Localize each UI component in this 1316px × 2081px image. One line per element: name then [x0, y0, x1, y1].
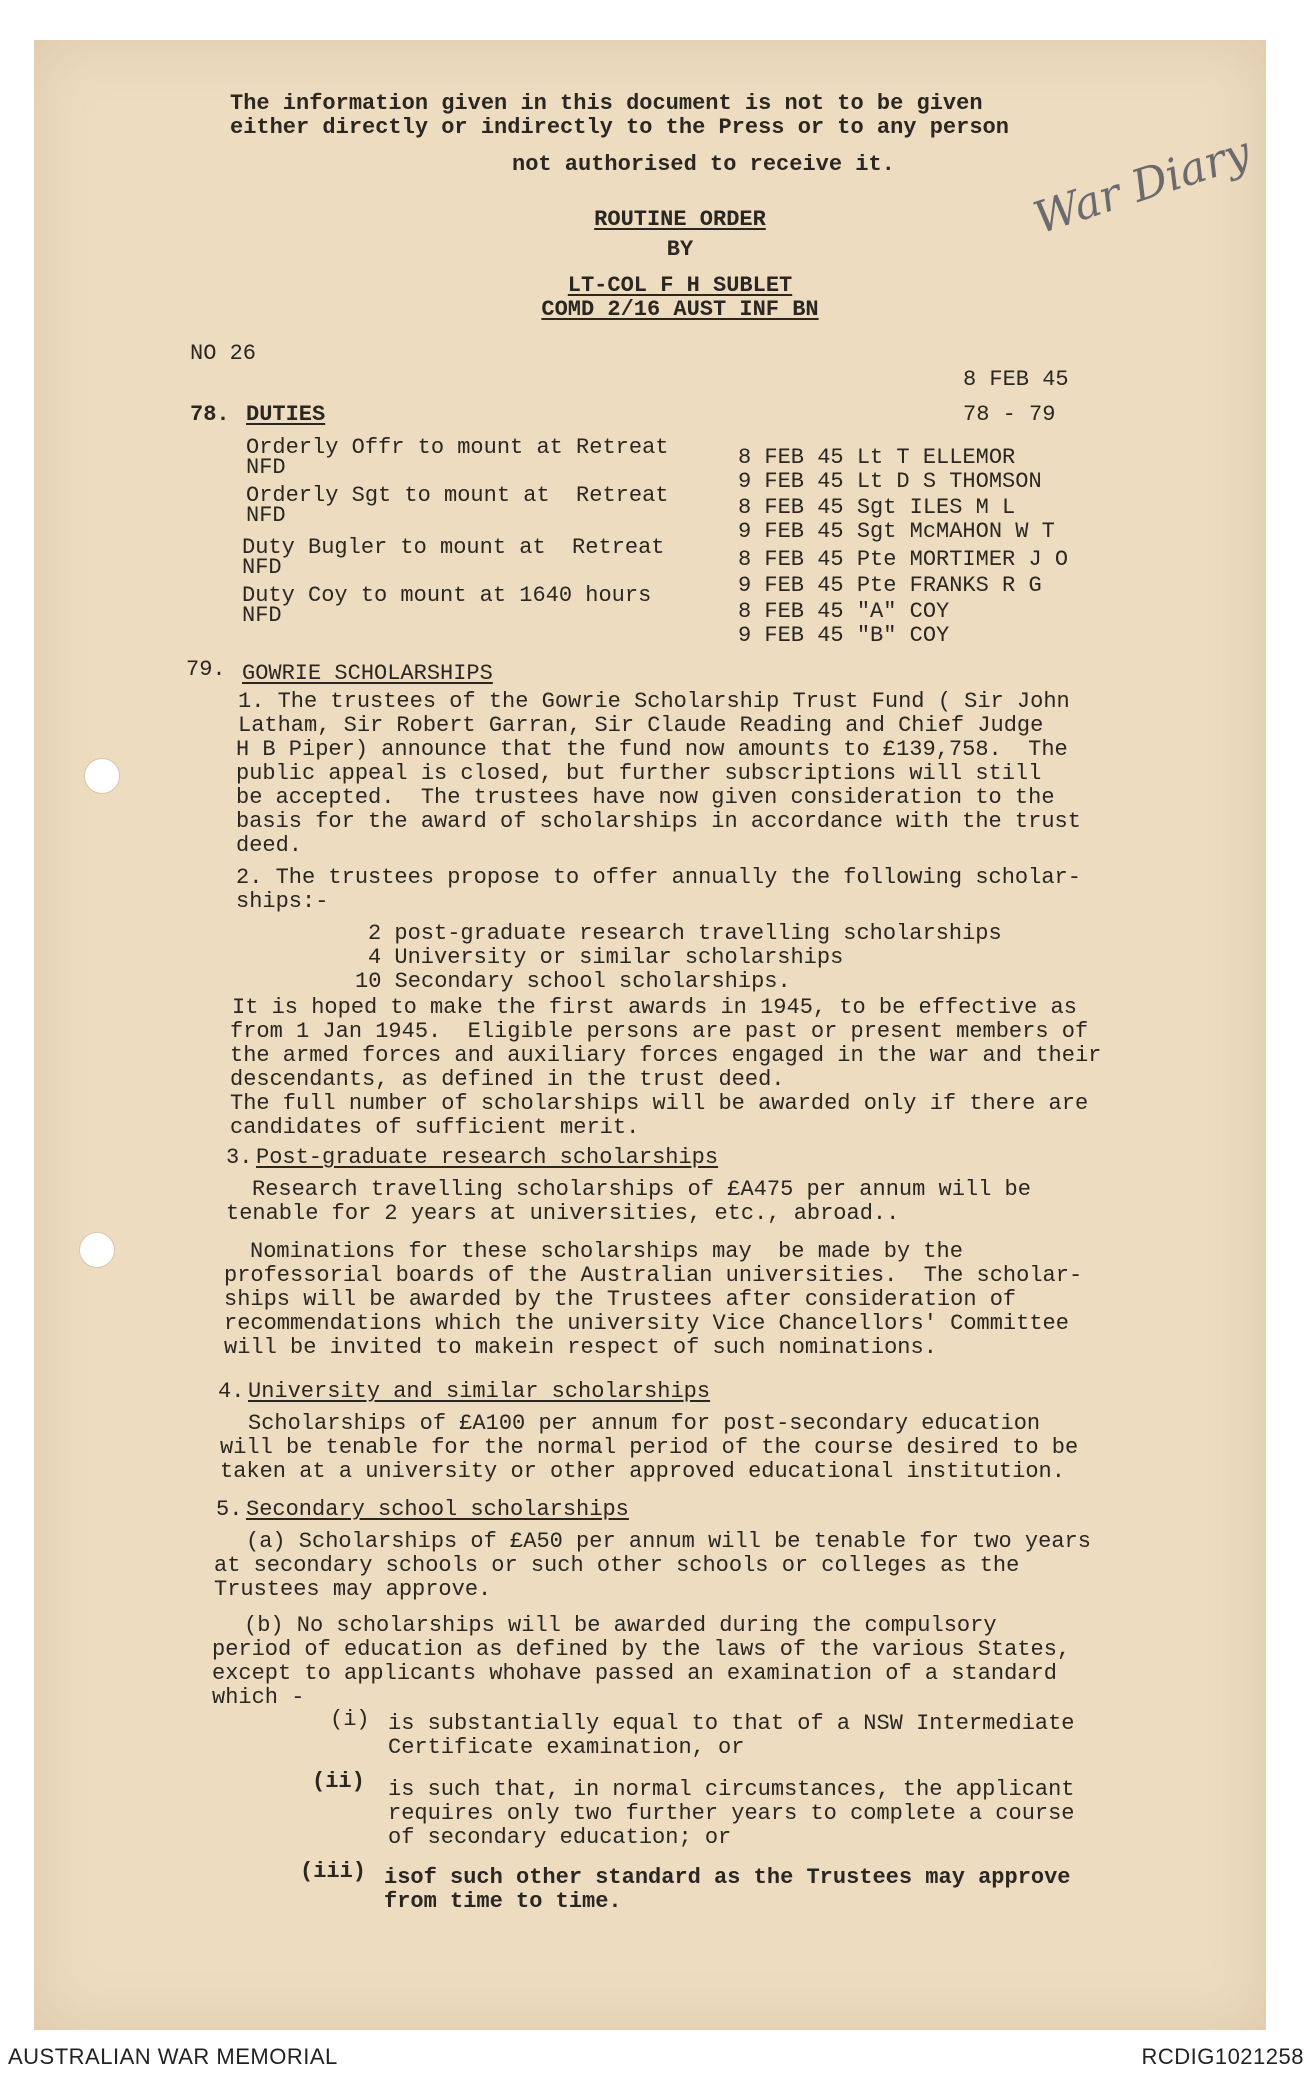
duty-nfd: NFD: [246, 455, 286, 480]
duty-description: Duty Bugler to mount at Retreat: [242, 535, 665, 560]
duty-entry: 9 FEB 45 Sgt McMAHON W T: [738, 519, 1055, 544]
paragraph-line: tenable for 2 years at universities, etc., abroad..: [226, 1201, 900, 1226]
condition-number: (iii): [300, 1859, 367, 1884]
condition-line: requires only two further years to complete a course: [388, 1801, 1075, 1826]
paragraph-line: taken at a university or other approved educational institution.: [220, 1459, 1065, 1484]
duty-entry: 8 FEB 45 Sgt ILES M L: [738, 495, 1016, 520]
order-date: 8 FEB 45: [963, 367, 1069, 392]
list-item: 10 Secondary school scholarships.: [355, 969, 791, 994]
punch-hole: [84, 758, 120, 794]
paragraph-line: at secondary schools or such other schools or colleges as the: [214, 1553, 1020, 1578]
footer-reference: RCDIG1021258: [1141, 2044, 1304, 2069]
condition-line: Certificate examination, or: [388, 1735, 745, 1760]
paragraph-line: (b) No scholarships will be awarded during the compulsory: [244, 1613, 997, 1638]
warning-line: either directly or indirectly to the Press or to any person: [230, 115, 1009, 140]
duty-entry: 8 FEB 45 Lt T ELLEMOR: [738, 445, 1016, 470]
condition-line: is such that, in normal circumstances, the applicant: [388, 1777, 1075, 1802]
duty-description: Duty Coy to mount at 1640 hours: [242, 583, 652, 608]
title-routine-order: ROUTINE ORDER: [594, 207, 766, 232]
warning-line: The information given in this document is not to be given: [230, 91, 983, 116]
paragraph-line: which -: [212, 1685, 305, 1710]
condition-number: (ii): [312, 1769, 365, 1794]
paragraph-line: Scholarships of £A100 per annum for post-secondary education: [248, 1411, 1041, 1436]
condition-line: from time to time.: [384, 1889, 622, 1914]
title-commander: LT-COL F H SUBLET: [567, 273, 793, 298]
subsection-heading: Post-graduate research scholarships: [256, 1145, 719, 1170]
subsection-number: 5.: [216, 1497, 243, 1522]
paragraph-line: (a) Scholarships of £A50 per annum will be tenable for two years: [246, 1529, 1091, 1554]
punch-hole: [79, 1232, 115, 1268]
paragraph-line: basis for the award of scholarships in accordance with the trust: [236, 809, 1081, 834]
paragraph-line: 1. The trustees of the Gowrie Scholarship Trust Fund ( Sir John: [238, 689, 1070, 714]
paragraph-line: Nominations for these scholarships may be made by the: [250, 1239, 963, 1264]
duty-entry: 9 FEB 45 Pte FRANKS R G: [738, 573, 1042, 598]
subsection-heading: University and similar scholarships: [248, 1379, 711, 1404]
paragraph-line: deed.: [236, 833, 303, 858]
duty-entry: 8 FEB 45 "A" COY: [738, 599, 950, 624]
condition-line: is substantially equal to that of a NSW Intermediate: [388, 1711, 1075, 1736]
subsection-heading: Secondary school scholarships: [246, 1497, 629, 1522]
handwritten-annotation: War Diary: [1027, 126, 1257, 245]
paragraph-line: from 1 Jan 1945. Eligible persons are past or present members of: [230, 1019, 1089, 1044]
condition-line: isof such other standard as the Trustees may approve: [384, 1865, 1071, 1890]
subsection-number: 3.: [226, 1145, 253, 1170]
paragraph-line: be accepted. The trustees have now given consideration to the: [236, 785, 1055, 810]
item-number: 79.: [186, 657, 226, 682]
paragraph-line: ships will be awarded by the Trustees after consideration of: [224, 1287, 1017, 1312]
order-number: NO 26: [190, 341, 257, 366]
order-range: 78 - 79: [963, 402, 1056, 427]
duty-entry: 9 FEB 45 "B" COY: [738, 623, 950, 648]
duty-nfd: NFD: [242, 603, 282, 628]
footer-source: AUSTRALIAN WAR MEMORIAL: [8, 2044, 338, 2069]
paragraph-line: descendants, as defined in the trust deed.: [230, 1067, 785, 1092]
duty-entry: 9 FEB 45 Lt D S THOMSON: [738, 469, 1042, 494]
paragraph-line: Trustees may approve.: [214, 1577, 492, 1602]
duty-nfd: NFD: [242, 555, 282, 580]
condition-number: (i): [330, 1707, 370, 1732]
paragraph-line: The full number of scholarships will be awarded only if there are: [230, 1091, 1089, 1116]
duty-description: Orderly Offr to mount at Retreat: [246, 435, 669, 460]
paragraph-line: will be invited to makein respect of such nominations.: [224, 1335, 937, 1360]
paragraph-line: except to applicants whohave passed an examination of a standard: [212, 1661, 1057, 1686]
duty-description: Orderly Sgt to mount at Retreat: [246, 483, 669, 508]
section-heading: DUTIES: [246, 402, 326, 427]
subsection-number: 4.: [218, 1379, 245, 1404]
warning-line: not authorised to receive it.: [512, 152, 895, 177]
duty-nfd: NFD: [246, 503, 286, 528]
paragraph-line: ships:-: [236, 889, 329, 914]
paragraph-line: recommendations which the university Vice Chancellors' Committee: [224, 1311, 1069, 1336]
section-heading: GOWRIE SCHOLARSHIPS: [242, 661, 493, 686]
condition-line: of secondary education; or: [388, 1825, 732, 1850]
paragraph-line: professorial boards of the Australian universities. The scholar-: [224, 1263, 1083, 1288]
duty-entry: 8 FEB 45 Pte MORTIMER J O: [738, 547, 1069, 572]
paragraph-line: will be tenable for the normal period of the course desired to be: [220, 1435, 1079, 1460]
title-by: BY: [666, 237, 694, 262]
paragraph-line: candidates of sufficient merit.: [230, 1115, 640, 1140]
title-unit: COMD 2/16 AUST INF BN: [541, 297, 819, 322]
paragraph-line: It is hoped to make the first awards in 1945, to be effective as: [232, 995, 1077, 1020]
paragraph-line: H B Piper) announce that the fund now amounts to £139,758. The: [236, 737, 1068, 762]
paragraph-line: 2. The trustees propose to offer annually the following scholar-: [236, 865, 1081, 890]
list-item: 4 University or similar scholarships: [368, 945, 844, 970]
paragraph-line: the armed forces and auxiliary forces engaged in the war and their: [230, 1043, 1102, 1068]
list-item: 2 post-graduate research travelling scholarships: [368, 921, 1002, 946]
paragraph-line: public appeal is closed, but further subscriptions will still: [236, 761, 1042, 786]
item-number: 78.: [190, 402, 230, 427]
paragraph-line: Research travelling scholarships of £A475 per annum will be: [252, 1177, 1031, 1202]
paragraph-line: period of education as defined by the laws of the various States,: [212, 1637, 1071, 1662]
paragraph-line: Latham, Sir Robert Garran, Sir Claude Reading and Chief Judge: [238, 713, 1044, 738]
